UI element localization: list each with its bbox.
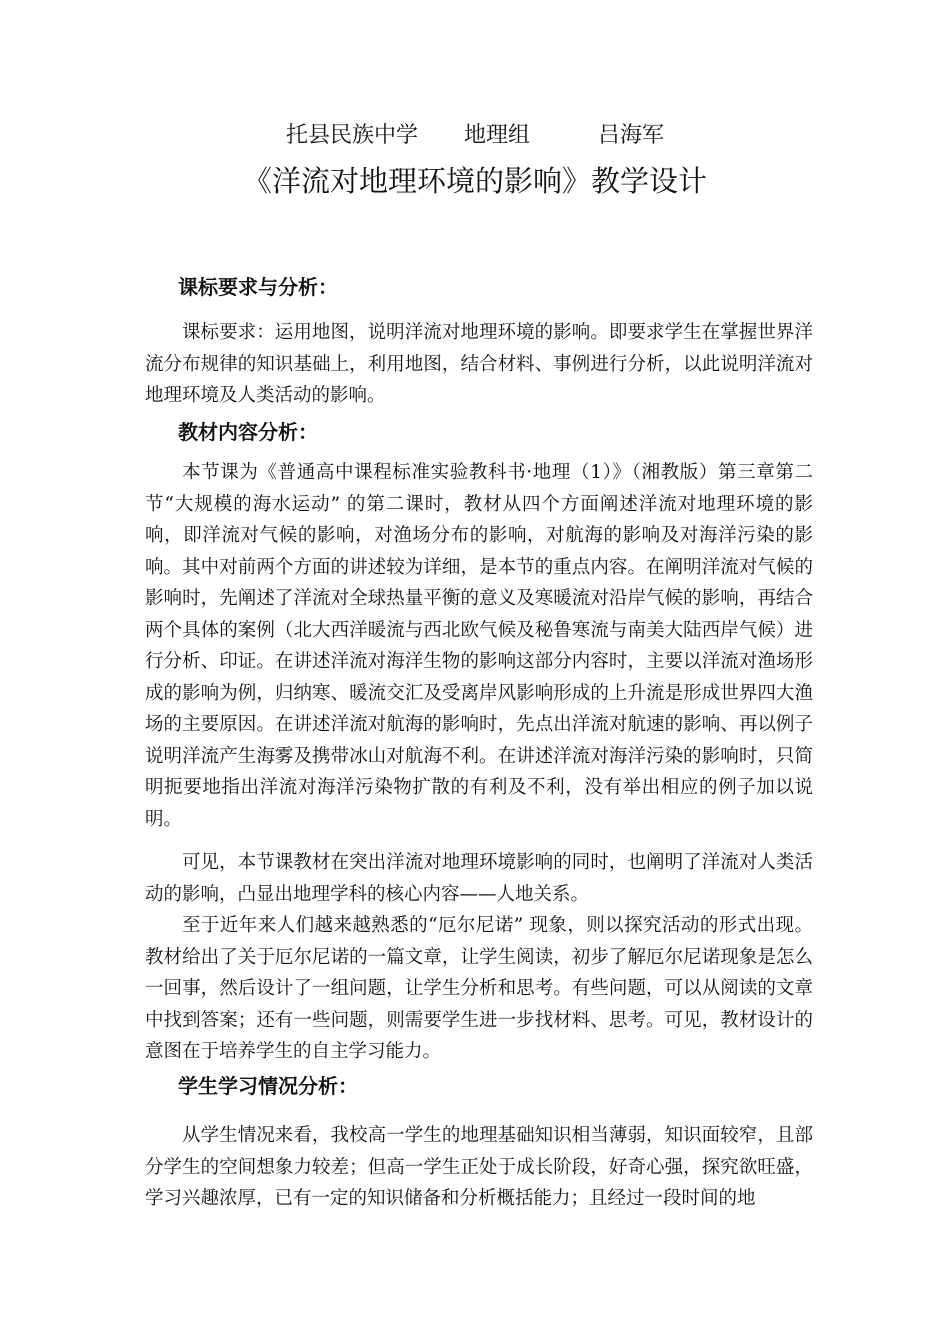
paragraph-textbook-2: 可见，本节课教材在突出洋流对地理环境影响的同时，也阐明了洋流对人类活动的影响，凸显出地理学科的核心内容——人地关系。 (145, 852, 813, 905)
section-heading-students: 学生学习情况分析： (178, 1074, 358, 1098)
paragraph-curriculum: 课标要求：运用地图，说明洋流对地理环境的影响。即要求学生在掌握世界洋流分布规律的知识基础上，利用地图，结合材料、事例进行分析，以此说明洋流对地理环境及人类活动的影响。 (145, 322, 813, 406)
author-line (0, 122, 950, 150)
section-heading-textbook: 教材内容分析： (178, 420, 318, 444)
group-name: 地理组 (463, 123, 530, 148)
paragraph-textbook-1: 本节课为《普通高中课程标准实验教科书·地理（1）》（湘教版）第三章第二节“大规模的海水运动” 的第二课时，教材从四个方面阐述洋流对地理环境的影响，即洋流对气候的影响，对渔场分布的影响，对航海的影响及对海洋污染的影响。其中对前两个方面的讲述较为详细，是本节的重点内容。在阐明洋流对气候的影响时，先阐述了洋流对全球热量平衡的意义及寒暖流对沿岸气候的影响，再结合两个具体的案例（北大西洋暖流与西北欧气候及秘鲁寒流与南美大陆西岸气候）进行分析、印证。在讲述洋流对海洋生物的影响这部分内容时，主要以洋流对渔场形成的影响为例，归纳寒、暖流交汇及受离岸风影响形成的上升流是形成世界四大渔场的主要原因。在讲述洋流对航海的影响时，先点出洋流对航速的影响、再以例子说明洋流产生海雾及携带冰山对航海不利。在讲述洋流对海洋污染的影响时，只简明扼要地指出洋流对海洋污染物扩散的有利及不利，没有举出相应的例子加以说明。 (145, 462, 813, 830)
paragraph-textbook-3: 至于近年来人们越来越熟悉的“厄尔尼诺” 现象，则以探究活动的形式出现。教材给出了关于厄尔尼诺的一篇文章，让学生阅读，初步了解厄尔尼诺现象是怎么一回事，然后设计了一组问题，让学生分析和思考。有些问题，可以从阅读的文章中找到答案；还有一些问题，则需要学生进一步找材料、思考。可见，教材设计的意图在于培养学生的自主学习能力。 (145, 915, 813, 1062)
school-name: 托县民族中学 (285, 123, 418, 148)
section-heading-curriculum: 课标要求与分析： (178, 275, 338, 299)
author-name: 吕海军 (598, 123, 665, 148)
document-title: 《洋流对地理环境的影响》教学设计 (242, 164, 707, 198)
paragraph-students: 从学生情况来看，我校高一学生的地理基础知识相当薄弱，知识面较窄，且部分学生的空间想象力较差；但高一学生正处于成长阶段，好奇心强，探究欲旺盛，学习兴趣浓厚，已有一定的知识储备和分析概括能力；且经过一段时间的地 (145, 1125, 813, 1209)
